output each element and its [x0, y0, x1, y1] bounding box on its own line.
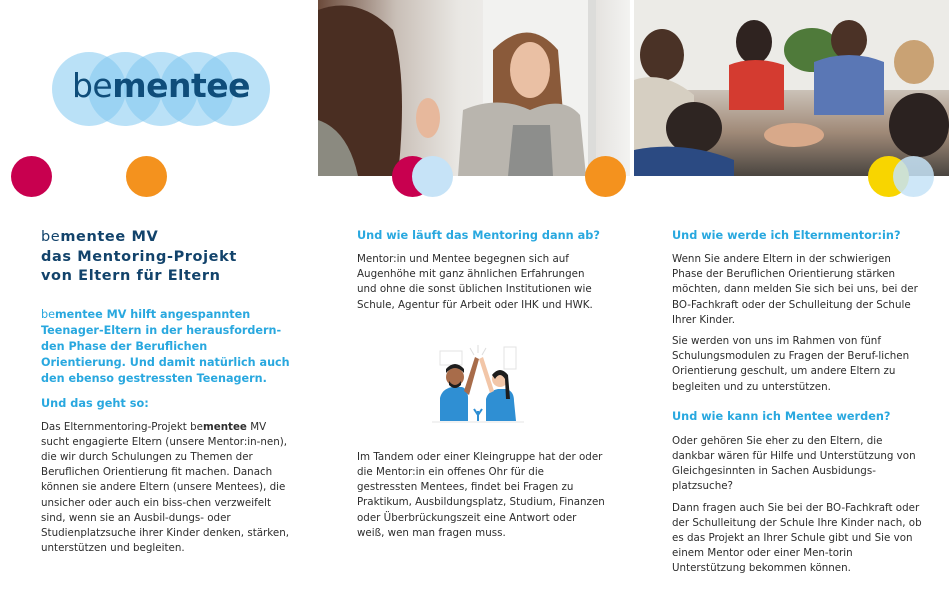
title-prefix: be — [41, 229, 61, 245]
subheading-how: Und das geht so: — [41, 396, 149, 410]
orange-dot — [585, 156, 626, 197]
logo-wordmark — [52, 66, 270, 106]
high-five-icon — [428, 343, 528, 429]
heading-become-mentor: Und wie werde ich Elternmentor:in? — [672, 229, 901, 242]
logo-prefix: be — [71, 66, 113, 105]
high-five-illustration — [428, 343, 528, 429]
photo-illustration — [634, 0, 949, 176]
become-mentor-paragraph-1: Wenn Sie andere Eltern in der schwierigen Phase der Beruflichen Orientierung stärken möchten, dann melden Sie sich bei uns, bei der BO-Fachkraft oder der Schulleitung der Schule Ihrer Kinder. — [672, 253, 918, 326]
mentoring-paragraph-2: Im Tandem oder einer Kleingruppe hat der oder die Mentor:in ein offenes Ohr für die gestressten Mentees, findet bei Fragen zu Praktikum, Ausbildungsplatz, Studium, Finanzen oder Überbrückungszeit eine Antwort oder weiß, wen man fragen muss. — [357, 450, 605, 539]
light-blue-dot — [893, 156, 934, 197]
body-bold-name: mentee — [202, 420, 247, 433]
column-intro — [41, 228, 291, 556]
heading-mentoring-process: Und wie läuft das Mentoring dann ab? — [357, 229, 600, 242]
lead-paragraph — [41, 307, 291, 387]
body-rest: MV sucht engagierte Eltern (unsere Mentor:in-nen), die wir durch Schulungen zu Themen der Beruflichen Orientierung fit machen. Danach können sie andere Eltern (unsere Mentees), die unsicher oder auch ein biss-chen verzweifelt sind, wenn sie an Ausbil-dungs- oder Studienplatzsuche ihrer Kinder denken, stärken, unterstützen und begleiten. — [41, 420, 290, 555]
logo-name: mentee — [112, 66, 251, 105]
lead-prefix: be — [41, 307, 55, 321]
title-line3: von Eltern für Eltern — [41, 268, 221, 284]
become-mentee-paragraph-2: Dann fragen auch Sie bei der BO-Fachkraft oder der Schulleitung der Schule Ihre Kinder nach, ob es das Projekt an Ihrer Schule gibt und Sie von einem Mentor oder einer Men-torin Unterstützung bekommen können. — [672, 501, 922, 575]
title-line1: mentee MV — [60, 229, 159, 245]
title-line2: das Mentoring-Projekt — [41, 248, 237, 265]
lead-text: mentee MV hilft angespannten Teenager-Eltern in der herausfordern-den Phase der Beruflichen Orientierung. Und damit natürlich auch den ebenso gestressten Teenagern. — [41, 307, 290, 385]
orange-dot — [126, 156, 167, 197]
photo-two-women-talking — [318, 0, 630, 176]
bementee-logo — [52, 52, 270, 126]
column-how-to-join — [672, 228, 922, 577]
page-title — [41, 228, 291, 287]
become-mentor-paragraph-2: Sie werden von uns im Rahmen von fünf Schulungsmodulen zu Fragen der Beruf-lichen Orientierung geschult, um andere Eltern zu begleiten und zu unterstützen. — [672, 335, 910, 393]
intro-body — [41, 420, 291, 557]
light-blue-dot — [412, 156, 453, 197]
body-start: Das Elternmentoring-Projekt be — [41, 420, 203, 433]
photo-illustration — [318, 0, 630, 176]
photo-group-hands-together — [634, 0, 949, 176]
magenta-dot — [11, 156, 52, 197]
heading-become-mentee: Und wie kann ich Mentee werden? — [672, 409, 891, 423]
become-mentee-paragraph-1: Oder gehören Sie eher zu den Eltern, die dankbar wären für Hilfe und Unterstützung von Gleichgesinnten in Sachen Ausbidungs-platzsuche? — [672, 434, 916, 493]
mentoring-paragraph-1: Mentor:in und Mentee begegnen sich auf Augenhöhe mit ganz ähnlichen Erfahrungen und ohne die sonst üblichen Institutionen wie Schule, Agentur für Arbeit oder IHK und HWK. — [357, 253, 593, 311]
